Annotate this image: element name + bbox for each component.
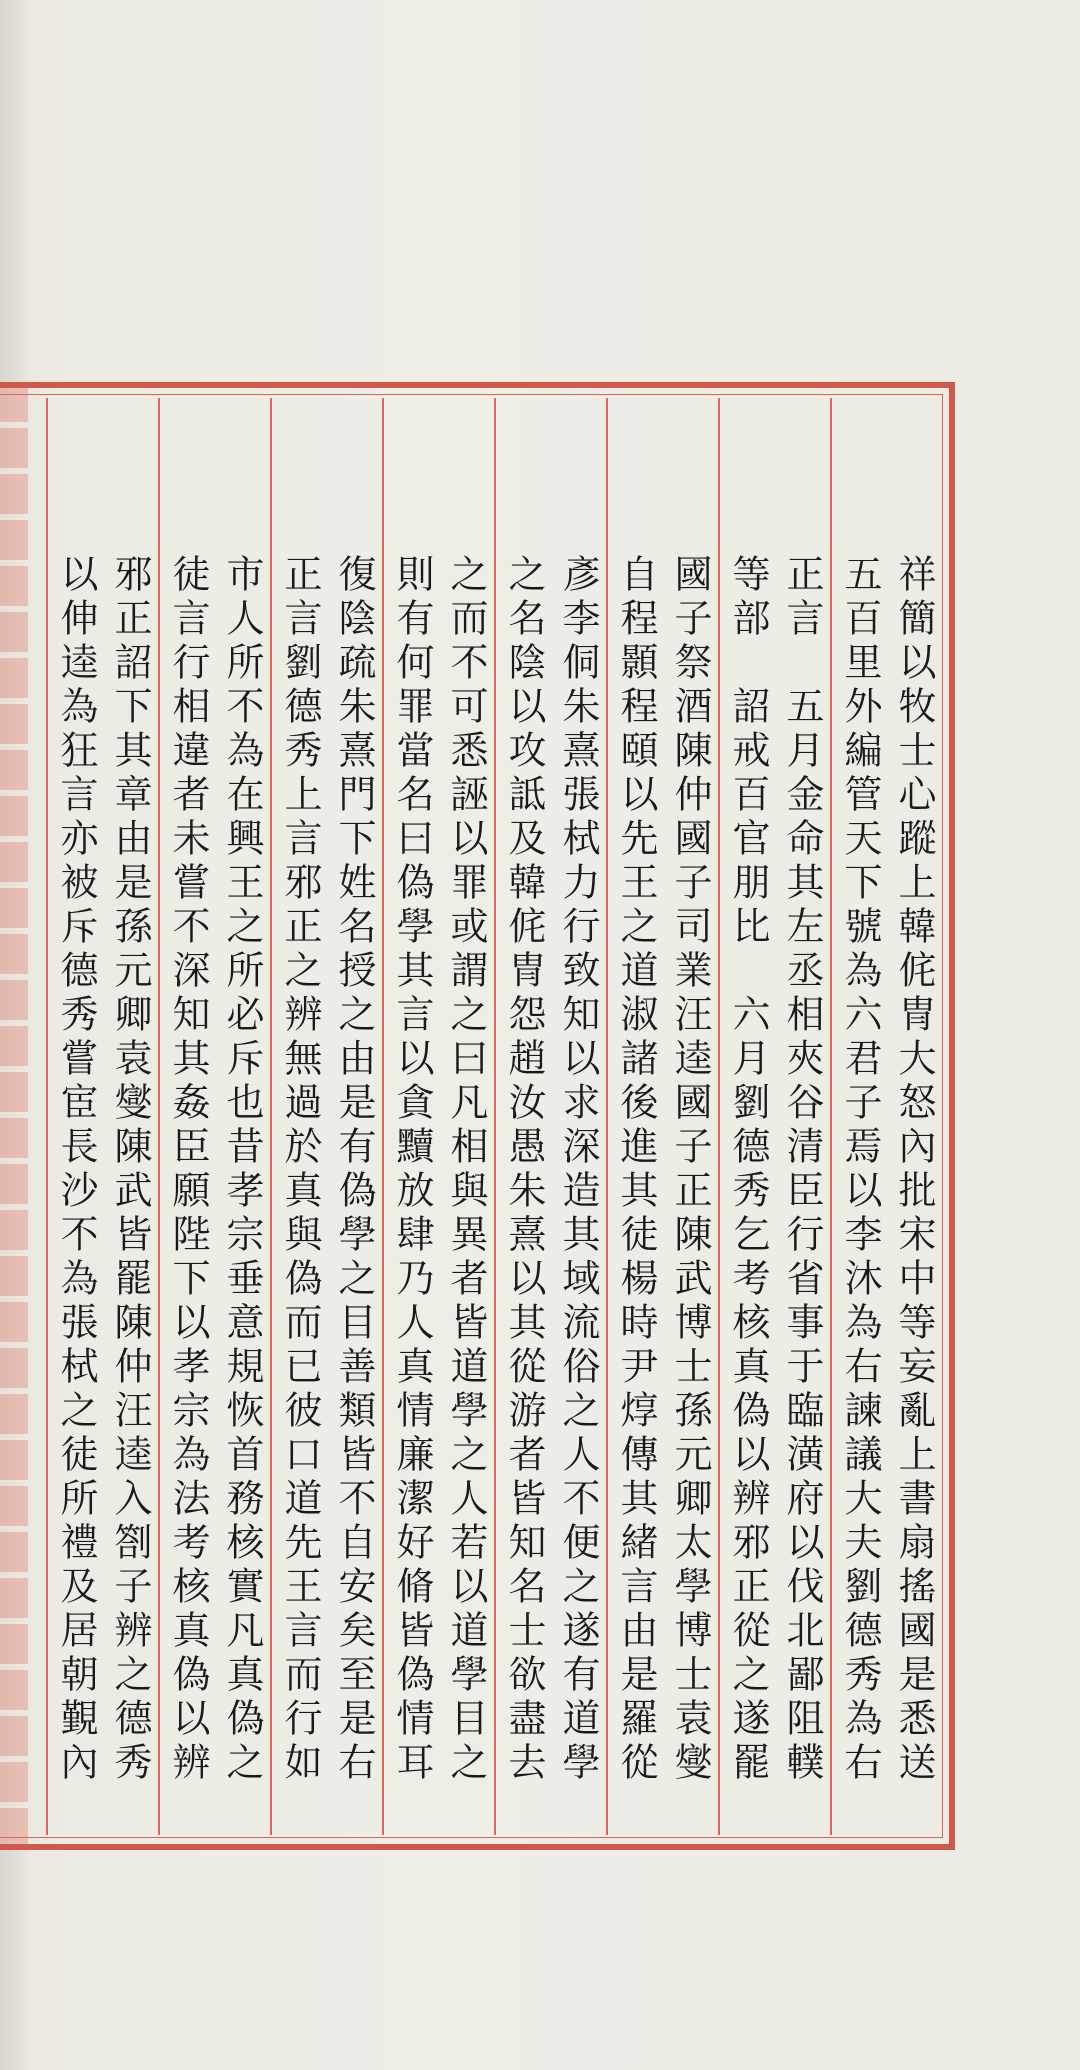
text-line: 以伸逵為狂言亦被斥德秀嘗宦長沙不為張栻之徒所禮及居朝覲內 <box>54 554 98 1786</box>
text-column-3 <box>608 400 718 1830</box>
text-line: 之名陰以攻詆及韓侂冑怨趙汝愚朱熹以其從游者皆知名士欲盡去 <box>502 554 546 1786</box>
text-line: 則有何罪當名曰偽學其言以貪黷放肆乃人真情廉潔好脩皆偽情耳 <box>390 554 434 1786</box>
text-column-5 <box>384 400 494 1830</box>
text-line: 復陰疏朱熹門下姓名授之由是有偽學之目善類皆不自安矣至是右 <box>332 554 376 1786</box>
text-column-8 <box>48 400 158 1830</box>
text-column-2 <box>720 400 830 1830</box>
text-line: 自程顥程頤以先王之道淑諸後進其徒楊時尹焞傳其緒言由是羅從 <box>614 554 658 1786</box>
text-line: 祥簡以牧士心蹤上韓侂冑大怒內批宋中等妄亂上書扇搖國是悉送 <box>892 554 936 1786</box>
text-line: 五百里外編管天下號為六君子焉以李沐為右諫議大夫劉德秀為右 <box>838 554 882 1786</box>
text-line: 正言 五月金命其左丞相夾谷清臣行省事于臨潢府以伐北鄙阻轐 <box>780 554 824 1786</box>
text-line: 等部 詔戒百官朋比 六月劉德秀乞考核真偽以辨邪正從之遂罷 <box>726 554 770 1786</box>
text-line: 邪正詔下其章由是孫元卿袁燮陳武皆罷陳仲汪逵入劄子辨之德秀 <box>108 554 152 1786</box>
text-line: 徒言行相違者未嘗不深知其姦臣願陛下以孝宗為法考核真偽以辨 <box>166 554 210 1786</box>
text-line: 國子祭酒陳仲國子司業汪逵國子正陳武博士孫元卿太學博士袁燮 <box>668 554 712 1786</box>
text-column-1 <box>832 400 942 1830</box>
text-column-4 <box>496 400 606 1830</box>
text-line: 彥李侗朱熹張栻力行致知以求深造其域流俗之人不便之遂有道學 <box>556 554 600 1786</box>
text-line: 市人所不為在興王之所必斥也昔孝宗垂意規恢首務核實凡真偽之 <box>220 554 264 1786</box>
text-column-6 <box>272 400 382 1830</box>
text-line: 正言劉德秀上言邪正之辨無過於真與偽而已彼口道先王言而行如 <box>278 554 322 1786</box>
text-line: 之而不可悉誣以罪或謂之曰凡相與異者皆道學之人若以道學目之 <box>444 554 488 1786</box>
text-column-7 <box>160 400 270 1830</box>
